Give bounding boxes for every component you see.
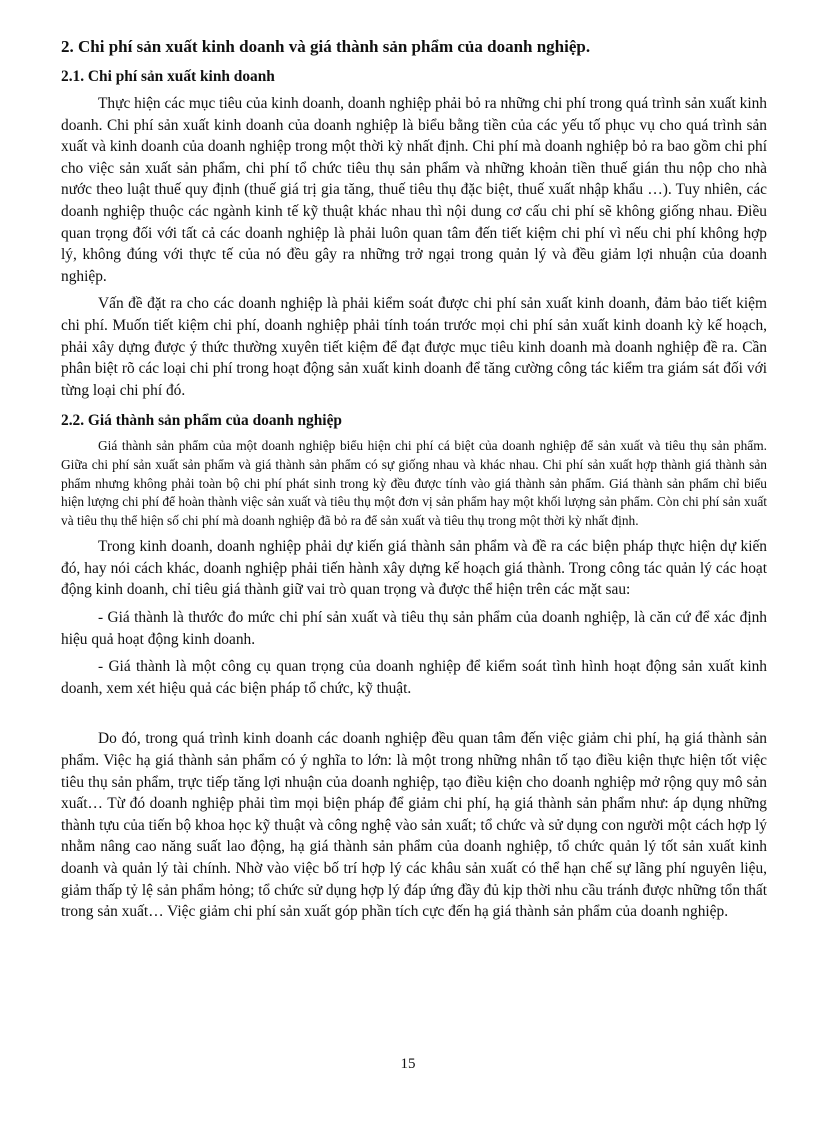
- section-2-paragraph-plan: Trong kinh doanh, doanh nghiệp phải dự kiến giá thành sản phẩm và đề ra các biện pháp thực hiện dự kiến đó, hay nói cách khác, doanh nghiệp phải tiến hành xây dựng kế hoạch giá thành. Trong công tác quản lý các hoạt động kinh doanh, chỉ tiêu giá thành giữ vai trò quan trọng và được thể hiện trên các mặt sau:: [61, 538, 767, 599]
- section-1-paragraph-2: Vấn đề đặt ra cho các doanh nghiệp là phải kiểm soát được chi phí sản xuất kinh doanh, đảm bảo tiết kiệm chi phí. Muốn tiết kiệm chi phí, doanh nghiệp phải tính toán trước mọi chi phí sản xuất kinh doanh kỳ kế hoạch, phải xây dựng được ý thức thường xuyên tiết kiệm để đạt được mục tiêu kinh doanh mà doanh nghiệp đề ra. Cần phân biệt rõ các loại chi phí trong hoạt động sản xuất kinh doanh để tăng cường công tác kiểm tra giám sát đối với từng loại chi phí đó.: [61, 295, 767, 399]
- section-cost: [61, 66, 767, 401]
- section-price: [61, 410, 767, 922]
- spacer: [61, 705, 767, 728]
- section-2-paragraph-small: Giá thành sản phẩm của một doanh nghiệp biểu hiện chi phí cá biệt của doanh nghiệp để sản xuất và tiêu thụ sản phẩm. Giữa chi phí sản xuất sản phẩm và giá thành sản phẩm có sự giống nhau và khác nhau. Chi phí sản xuất hợp thành giá thành sản phẩm nhưng không phải toàn bộ chi phí phát sinh trong kỳ đều được tính vào giá thành sản phẩm. Giá thành sản phẩm chỉ biểu hiện lượng chi phí để hoàn thành việc sản xuất và tiêu thụ một đơn vị sản phẩm hay một khối lượng sản phẩm. Còn chi phí sản xuất và tiêu thụ thể hiện số chi phí mà doanh nghiệp đã bỏ ra để sản xuất và tiêu thụ trong một thời kỳ nhất định.: [61, 438, 767, 528]
- bullet-item-1: - Giá thành là thước đo mức chi phí sản xuất và tiêu thụ sản phẩm của doanh nghiệp, là căn cứ để xác định hiệu quả hoạt động kinh doanh.: [61, 609, 767, 648]
- section-1-title: 2.1. Chi phí sản xuất kinh doanh: [61, 68, 275, 85]
- section-2-paragraph-final: Do đó, trong quá trình kinh doanh các doanh nghiệp đều quan tâm đến việc giảm chi phí, hạ giá thành sản phẩm. Việc hạ giá thành sản phẩm có ý nghĩa to lớn: là một trong những nhân tố tạo điều kiện thực hiện tốt việc tiêu thụ sản phẩm, trực tiếp tăng lợi nhuận của doanh nghiệp, tạo điều kiện cho doanh nghiệp mở rộng quy mô sản xuất… Từ đó doanh nghiệp phải tìm mọi biện pháp để giảm chi phí, hạ giá thành sản phẩm như: áp dụng những thành tựu của tiến bộ khoa học kỹ thuật và công nghệ vào sản xuất; tổ chức và sử dụng con người một cách hợp lý nhằm nâng cao năng suất lao động, hạ giá thành sản phẩm của doanh nghiệp, tổ chức quản lý tốt sản xuất kinh doanh và quản lý tài chính. Nhờ vào việc bố trí hợp lý các khâu sản xuất có thể hạn chế sự lãng phí nguyên liệu, giảm thấp tỷ lệ sản phẩm hỏng; tổ chức sử dụng hợp lý đáp ứng đầy đủ kịp thời nhu cầu tránh được những tổn thất trong sản xuất… Việc giảm chi phí sản xuất góp phần tích cực đến hạ giá thành sản phẩm của doanh nghiệp.: [61, 730, 767, 921]
- main-heading: 2. Chi phí sản xuất kinh doanh và giá thành sản phẩm của doanh nghiệp.: [61, 37, 591, 56]
- document-page: [61, 36, 767, 929]
- section-1-paragraph-1: Thực hiện các mục tiêu của kinh doanh, doanh nghiệp phải bỏ ra những chi phí trong quá trình sản xuất kinh doanh. Chi phí sản xuất kinh doanh của doanh nghiệp là biểu bằng tiền của các yếu tố phục vụ cho quá trình sản xuất và kinh doanh của doanh nghiệp trong một thời kỳ nhất định. Chi phí mà doanh nghiệp bỏ ra bao gồm chi phí cho việc sản xuất sản phẩm, chi phí tổ chức tiêu thụ sản phẩm và những khoản tiền thuế gián thu nộp cho nhà nước theo luật thuế quy định (thuế giá trị gia tăng, thuế tiêu thụ đặc biệt, thuế xuất nhập khẩu …). Tuy nhiên, các doanh nghiệp thuộc các ngành kinh tế kỹ thuật khác nhau thì nội dung cơ cấu chi phí sẽ không giống nhau. Điều quan trọng đối với tất cả các doanh nghiệp là phải luôn quan tâm đến tiết kiệm chi phí vì nếu chi phí không hợp lý, không đúng với thực tế của nó đều gây ra những trở ngại trong quản lý và đều giảm lợi nhuận của doanh nghiệp.: [61, 95, 767, 285]
- bullet-item-2: - Giá thành là một công cụ quan trọng của doanh nghiệp để kiểm soát tình hình hoạt động sản xuất kinh doanh, xem xét hiệu quả các biện pháp tổ chức, kỹ thuật.: [61, 658, 767, 697]
- page-number: 15: [400, 1056, 416, 1072]
- section-2-title: 2.2. Giá thành sản phẩm của doanh nghiệp: [61, 412, 342, 430]
